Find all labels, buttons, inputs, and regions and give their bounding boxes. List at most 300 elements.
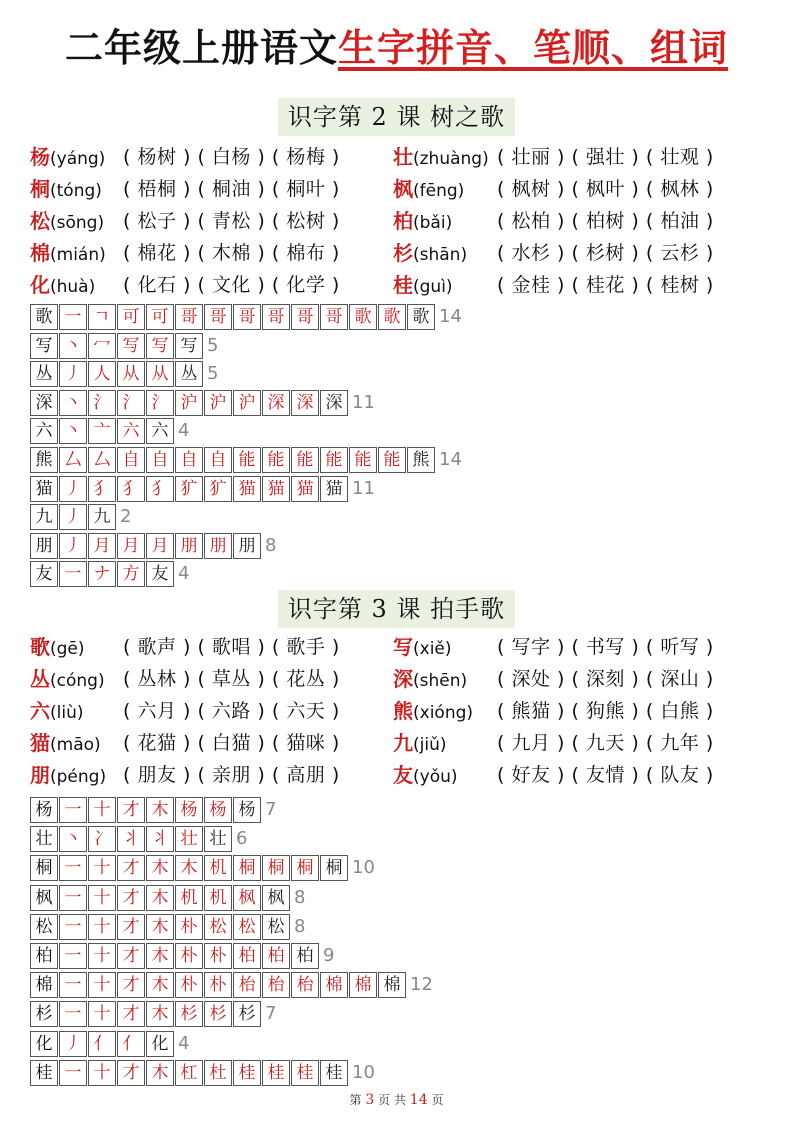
vocab-entry xyxy=(393,238,467,270)
stroke-step-glyph: 沪 xyxy=(238,392,256,413)
stroke-step-cell xyxy=(59,533,87,559)
pinyin: (tóng) xyxy=(50,181,102,201)
stroke-count: 2 xyxy=(120,506,132,528)
stroke-step-glyph: 壮 xyxy=(209,829,227,850)
stroke-step-glyph: 桂 xyxy=(325,1062,343,1083)
stroke-step-cell xyxy=(175,533,203,559)
stroke-step-cell xyxy=(146,1001,174,1027)
stroke-step-cell xyxy=(291,1060,319,1086)
stroke-step-glyph: 九 xyxy=(93,507,111,528)
stroke-step-glyph: 冫 xyxy=(93,829,111,850)
stroke-step-cell xyxy=(88,797,116,823)
stroke-step-glyph: 猫 xyxy=(267,478,285,499)
stroke-step-glyph: 哥 xyxy=(238,307,256,327)
stroke-step-cell xyxy=(117,885,145,911)
stroke-step-cell xyxy=(320,855,348,881)
pinyin: (mián) xyxy=(50,245,106,265)
stroke-step-cell xyxy=(320,972,348,998)
stroke-step-glyph: 才 xyxy=(122,916,140,937)
word-list: ( 壮丽 ) ( 强壮 ) ( 壮观 ) xyxy=(497,146,714,168)
word-list: ( 六月 ) ( 六路 ) ( 六天 ) xyxy=(123,700,340,722)
stroke-step-cell xyxy=(320,1060,348,1086)
stroke-step-cell xyxy=(88,418,116,444)
pinyin: (shēn) xyxy=(413,671,468,691)
vocab-entry xyxy=(30,728,101,760)
stroke-step-cell xyxy=(204,1060,232,1086)
stroke-step-cell xyxy=(233,972,261,998)
character: 枫 xyxy=(393,177,413,201)
word-list: ( 好友 ) ( 友情 ) ( 队友 ) xyxy=(497,764,714,786)
stroke-step-glyph: 自 xyxy=(122,450,140,470)
stroke-step-cell xyxy=(320,447,348,473)
stroke-step-cell xyxy=(146,914,174,940)
stroke-char-cell: 棉 xyxy=(30,972,58,998)
stroke-step-glyph: 猫 xyxy=(325,478,343,499)
stroke-step-cell xyxy=(204,533,232,559)
vocab-entry xyxy=(393,696,473,728)
stroke-step-cell xyxy=(117,361,145,387)
stroke-step-glyph: 才 xyxy=(122,1004,140,1025)
stroke-step-glyph: 写 xyxy=(180,335,198,356)
stroke-step-cell xyxy=(88,885,116,911)
stroke-step-glyph: 能 xyxy=(238,450,256,470)
stroke-step-cell xyxy=(146,390,174,416)
stroke-step-glyph: 才 xyxy=(122,1062,140,1083)
stroke-step-glyph: ㄱ xyxy=(93,307,111,327)
stroke-step-cell xyxy=(88,1001,116,1027)
stroke-step-glyph: 自 xyxy=(209,450,227,470)
stroke-step-cell xyxy=(117,304,145,330)
stroke-step-glyph: 一 xyxy=(64,564,82,585)
stroke-step-cell xyxy=(262,304,290,330)
stroke-char-cell: 桐 xyxy=(30,855,58,881)
stroke-step-glyph: 杉 xyxy=(209,1004,227,1025)
stroke-step-cell xyxy=(204,797,232,823)
stroke-step-glyph: 丿 xyxy=(64,478,82,499)
stroke-step-cell xyxy=(262,914,290,940)
stroke-step-cell xyxy=(262,943,290,969)
pinyin: (xióng) xyxy=(413,703,474,723)
character: 歌 xyxy=(30,635,50,659)
stroke-step-glyph: 机 xyxy=(180,887,198,908)
stroke-step-cell xyxy=(175,943,203,969)
stroke-step-cell xyxy=(175,797,203,823)
stroke-step-glyph: 桐 xyxy=(296,858,314,879)
stroke-step-cell xyxy=(407,447,435,473)
stroke-step-glyph: 桂 xyxy=(267,1062,285,1083)
stroke-step-cell xyxy=(320,304,348,330)
stroke-step-glyph: 机 xyxy=(209,858,227,879)
stroke-step-cell xyxy=(175,826,203,852)
character: 友 xyxy=(393,763,413,787)
stroke-step-glyph: 犭 xyxy=(151,478,169,499)
pinyin: (bǎi) xyxy=(413,213,453,233)
vocab-entry xyxy=(393,270,453,302)
stroke-step-cell xyxy=(117,1001,145,1027)
stroke-step-glyph: 化 xyxy=(151,1033,169,1054)
stroke-step-glyph: 杨 xyxy=(209,800,227,820)
stroke-step-cell xyxy=(233,304,261,330)
vocab-row xyxy=(30,142,770,172)
stroke-step-glyph: 才 xyxy=(122,946,140,966)
lesson-heading-text: 识字第 3 课 拍手歌 xyxy=(278,590,515,628)
pinyin: (gē) xyxy=(50,639,85,659)
stroke-step-glyph: 朋 xyxy=(238,535,256,556)
stroke-step-glyph: 木 xyxy=(151,916,169,937)
stroke-step-glyph: 朴 xyxy=(180,946,198,966)
stroke-count: 14 xyxy=(439,449,462,470)
stroke-step-cell xyxy=(175,476,203,502)
stroke-step-cell xyxy=(262,1060,290,1086)
word-list: ( 熊猫 ) ( 狗熊 ) ( 白熊 ) xyxy=(497,700,714,722)
stroke-step-glyph: 棉 xyxy=(354,975,372,996)
stroke-step-cell xyxy=(175,361,203,387)
stroke-step-glyph: 木 xyxy=(151,800,169,820)
stroke-step-cell xyxy=(146,1031,174,1057)
stroke-step-glyph: 松 xyxy=(267,916,285,937)
stroke-step-glyph: 枱 xyxy=(238,975,256,996)
stroke-step-glyph: 亻 xyxy=(93,1033,111,1054)
stroke-step-glyph: 犷 xyxy=(180,478,198,499)
stroke-step-glyph: 十 xyxy=(93,887,111,908)
stroke-count: 4 xyxy=(178,420,190,442)
stroke-step-glyph: 氵 xyxy=(122,392,140,413)
character: 猫 xyxy=(30,731,50,755)
stroke-step-glyph: 熊 xyxy=(412,450,430,470)
stroke-step-glyph: 壮 xyxy=(180,829,198,850)
stroke-step-cell xyxy=(88,1060,116,1086)
vocab-entry xyxy=(393,664,467,696)
stroke-step-glyph: 朴 xyxy=(209,975,227,996)
stroke-step-cell xyxy=(175,885,203,911)
stroke-step-cell xyxy=(146,797,174,823)
stroke-step-cell xyxy=(349,972,377,998)
pinyin: (shān) xyxy=(413,245,468,265)
stroke-step-cell xyxy=(204,447,232,473)
character: 化 xyxy=(30,273,50,297)
character: 杨 xyxy=(30,145,50,169)
stroke-step-cell xyxy=(146,561,174,587)
stroke-step-cell xyxy=(175,304,203,330)
stroke-step-cell xyxy=(204,826,232,852)
stroke-step-cell xyxy=(59,333,87,359)
stroke-count: 10 xyxy=(352,1061,375,1083)
stroke-step-cell xyxy=(88,447,116,473)
stroke-char-cell: 写 xyxy=(30,333,58,359)
stroke-step-cell xyxy=(320,390,348,416)
stroke-step-glyph: 一 xyxy=(64,916,82,937)
stroke-step-cell xyxy=(233,855,261,881)
stroke-char-cell: 枫 xyxy=(30,885,58,911)
stroke-step-cell xyxy=(146,304,174,330)
stroke-step-glyph: 木 xyxy=(151,975,169,996)
stroke-char-cell: 熊 xyxy=(30,447,58,473)
stroke-step-cell xyxy=(88,1031,116,1057)
stroke-step-cell xyxy=(262,447,290,473)
stroke-count: 8 xyxy=(265,534,277,556)
character: 丛 xyxy=(30,667,50,691)
stroke-step-cell xyxy=(175,447,203,473)
stroke-step-glyph: 一 xyxy=(64,946,82,966)
stroke-step-cell xyxy=(117,826,145,852)
stroke-step-cell xyxy=(378,972,406,998)
stroke-step-glyph: 月 xyxy=(151,535,169,556)
stroke-step-glyph: 可 xyxy=(122,307,140,327)
stroke-step-glyph: 氵 xyxy=(93,392,111,413)
stroke-step-cell xyxy=(204,972,232,998)
stroke-step-cell xyxy=(233,390,261,416)
vocab-entry xyxy=(393,174,464,206)
vocab-entry xyxy=(393,206,452,238)
stroke-step-glyph: 深 xyxy=(325,392,343,413)
stroke-step-cell xyxy=(59,885,87,911)
vocab-entry xyxy=(30,664,105,696)
word-list: ( 化石 ) ( 文化 ) ( 化学 ) xyxy=(123,274,340,296)
stroke-step-glyph: 人 xyxy=(93,364,111,385)
stroke-step-glyph: 机 xyxy=(209,887,227,908)
stroke-step-glyph: 月 xyxy=(122,535,140,556)
stroke-step-cell xyxy=(146,943,174,969)
stroke-step-cell xyxy=(146,447,174,473)
stroke-step-glyph: 亻 xyxy=(122,1033,140,1054)
stroke-step-glyph: 朋 xyxy=(209,535,227,556)
stroke-step-cell xyxy=(349,304,377,330)
word-list: ( 丛林 ) ( 草丛 ) ( 花丛 ) xyxy=(123,668,340,690)
stroke-step-glyph: 冖 xyxy=(93,335,111,356)
stroke-step-glyph: 杨 xyxy=(238,800,256,820)
character: 壮 xyxy=(393,145,413,169)
stroke-step-cell xyxy=(59,504,87,530)
stroke-step-cell xyxy=(262,390,290,416)
stroke-step-glyph: 丿 xyxy=(64,507,82,528)
stroke-step-cell xyxy=(291,972,319,998)
stroke-step-cell xyxy=(88,504,116,530)
vocab-row xyxy=(30,760,770,790)
stroke-char-cell: 杨 xyxy=(30,797,58,823)
stroke-step-glyph: 朴 xyxy=(180,975,198,996)
stroke-step-cell xyxy=(59,476,87,502)
stroke-step-glyph: 深 xyxy=(267,392,285,413)
footer-page-number: 3 xyxy=(365,1092,375,1108)
stroke-step-glyph: 枱 xyxy=(267,975,285,996)
stroke-step-cell xyxy=(117,447,145,473)
stroke-step-glyph: 桂 xyxy=(238,1062,256,1083)
stroke-step-glyph: 一 xyxy=(64,1062,82,1083)
stroke-step-glyph: 杨 xyxy=(180,800,198,820)
vocab-entry xyxy=(30,142,105,174)
stroke-step-cell xyxy=(146,476,174,502)
stroke-step-cell xyxy=(146,855,174,881)
word-list: ( 棉花 ) ( 木棉 ) ( 棉布 ) xyxy=(123,242,340,264)
stroke-step-cell xyxy=(59,390,87,416)
stroke-step-cell xyxy=(262,972,290,998)
stroke-step-cell xyxy=(204,304,232,330)
stroke-step-glyph: 朋 xyxy=(180,535,198,556)
stroke-step-glyph: 十 xyxy=(93,800,111,820)
stroke-step-cell xyxy=(146,361,174,387)
stroke-step-cell xyxy=(59,972,87,998)
stroke-step-glyph: 犭 xyxy=(122,478,140,499)
stroke-count: 8 xyxy=(294,886,306,908)
stroke-step-cell xyxy=(291,447,319,473)
stroke-char-cell: 桂 xyxy=(30,1060,58,1086)
stroke-step-cell xyxy=(291,304,319,330)
stroke-step-glyph: 木 xyxy=(151,946,169,966)
stroke-step-glyph: 杉 xyxy=(180,1004,198,1025)
stroke-step-cell xyxy=(88,855,116,881)
stroke-step-glyph: 厶 xyxy=(93,450,111,470)
stroke-step-glyph: 自 xyxy=(151,450,169,470)
stroke-step-glyph: 能 xyxy=(296,450,314,470)
stroke-step-cell xyxy=(233,447,261,473)
stroke-step-glyph: ナ xyxy=(93,564,111,585)
stroke-step-cell xyxy=(59,1060,87,1086)
stroke-step-glyph: 丿 xyxy=(64,1033,82,1054)
stroke-count: 4 xyxy=(178,563,190,585)
stroke-step-glyph: 丿 xyxy=(64,535,82,556)
stroke-step-cell xyxy=(146,972,174,998)
pinyin: (yáng) xyxy=(50,149,106,169)
stroke-step-glyph: 犭 xyxy=(93,478,111,499)
stroke-step-cell xyxy=(88,390,116,416)
title-topic-text: 生字拼音、笔顺、组词 xyxy=(338,26,729,70)
stroke-step-glyph: 木 xyxy=(151,1062,169,1083)
stroke-step-glyph: 一 xyxy=(64,858,82,879)
stroke-step-glyph: 一 xyxy=(64,1004,82,1025)
stroke-step-cell xyxy=(117,1060,145,1086)
stroke-step-glyph: 沪 xyxy=(209,392,227,413)
stroke-count: 7 xyxy=(265,799,277,820)
stroke-step-cell xyxy=(59,797,87,823)
stroke-count: 5 xyxy=(207,334,219,356)
stroke-step-cell xyxy=(117,855,145,881)
stroke-count: 6 xyxy=(236,828,248,850)
stroke-step-glyph: 一 xyxy=(64,307,82,327)
vocab-entry xyxy=(393,760,458,792)
stroke-step-cell xyxy=(233,533,261,559)
vocab-entry xyxy=(30,760,106,792)
stroke-step-cell xyxy=(204,943,232,969)
stroke-step-cell xyxy=(233,1001,261,1027)
stroke-step-cell xyxy=(175,972,203,998)
word-list: ( 写字 ) ( 书写 ) ( 听写 ) xyxy=(497,636,714,658)
stroke-step-glyph: 写 xyxy=(151,335,169,356)
word-list: ( 歌声 ) ( 歌唱 ) ( 歌手 ) xyxy=(123,636,340,658)
stroke-step-glyph: 十 xyxy=(93,916,111,937)
stroke-step-cell xyxy=(175,390,203,416)
word-list: ( 枫树 ) ( 枫叶 ) ( 枫林 ) xyxy=(497,178,714,200)
stroke-step-cell xyxy=(117,561,145,587)
stroke-step-glyph: 亠 xyxy=(93,421,111,442)
stroke-step-cell xyxy=(117,943,145,969)
character: 松 xyxy=(30,209,50,233)
stroke-step-cell xyxy=(88,943,116,969)
pinyin: (guì) xyxy=(413,277,453,297)
page-footer xyxy=(0,1091,793,1108)
character: 桐 xyxy=(30,177,50,201)
stroke-step-cell xyxy=(262,885,290,911)
stroke-step-cell xyxy=(204,855,232,881)
stroke-step-cell xyxy=(59,1001,87,1027)
word-list: ( 杨树 ) ( 白杨 ) ( 杨梅 ) xyxy=(123,146,340,168)
character: 九 xyxy=(393,731,413,755)
stroke-step-cell xyxy=(59,914,87,940)
stroke-step-cell xyxy=(59,826,87,852)
stroke-step-glyph: 从 xyxy=(151,364,169,385)
stroke-step-cell xyxy=(88,972,116,998)
stroke-step-cell xyxy=(175,1001,203,1027)
stroke-step-glyph: 十 xyxy=(93,1062,111,1083)
character: 深 xyxy=(393,667,413,691)
stroke-step-glyph: 歌 xyxy=(383,307,401,327)
stroke-step-cell xyxy=(88,561,116,587)
stroke-step-glyph: 十 xyxy=(93,1004,111,1025)
stroke-step-cell xyxy=(117,418,145,444)
stroke-step-cell xyxy=(146,533,174,559)
pinyin: (xiě) xyxy=(413,639,452,659)
stroke-step-glyph: 沪 xyxy=(180,392,198,413)
stroke-step-glyph: 能 xyxy=(325,450,343,470)
stroke-step-glyph: 能 xyxy=(354,450,372,470)
stroke-step-glyph: 棉 xyxy=(383,975,401,996)
stroke-step-cell xyxy=(59,561,87,587)
stroke-step-cell xyxy=(204,885,232,911)
stroke-step-glyph: 丛 xyxy=(180,364,198,385)
stroke-step-cell xyxy=(262,476,290,502)
stroke-step-glyph: 松 xyxy=(238,916,256,937)
stroke-step-glyph: 歌 xyxy=(412,307,430,327)
stroke-count: 7 xyxy=(265,1003,277,1025)
stroke-step-glyph: 一 xyxy=(64,975,82,996)
stroke-step-cell xyxy=(204,914,232,940)
stroke-step-glyph: 柏 xyxy=(267,946,285,966)
stroke-step-glyph: 六 xyxy=(151,421,169,442)
stroke-char-cell: 杉 xyxy=(30,1001,58,1027)
stroke-step-cell xyxy=(146,826,174,852)
stroke-step-cell xyxy=(88,476,116,502)
stroke-step-glyph: 桐 xyxy=(325,858,343,879)
stroke-step-glyph: 杠 xyxy=(180,1062,198,1083)
footer-middle: 页 共 xyxy=(378,1093,406,1107)
word-list: ( 深处 ) ( 深刻 ) ( 深山 ) xyxy=(497,668,714,690)
stroke-step-cell xyxy=(88,826,116,852)
vocab-entry xyxy=(393,142,489,174)
word-list: ( 梧桐 ) ( 桐油 ) ( 桐叶 ) xyxy=(123,178,340,200)
stroke-step-glyph: 自 xyxy=(180,450,198,470)
stroke-step-glyph: 杉 xyxy=(238,1004,256,1025)
stroke-step-glyph: 枱 xyxy=(296,975,314,996)
vocab-entry xyxy=(30,696,84,728)
vocab-row xyxy=(30,174,770,204)
stroke-step-glyph: 厶 xyxy=(64,450,82,470)
stroke-step-cell xyxy=(59,447,87,473)
stroke-step-glyph: 哥 xyxy=(180,307,198,327)
stroke-step-cell xyxy=(117,533,145,559)
stroke-step-glyph: 才 xyxy=(122,858,140,879)
stroke-step-cell xyxy=(59,855,87,881)
stroke-step-glyph: 十 xyxy=(93,858,111,879)
stroke-count: 9 xyxy=(323,945,335,966)
vocab-row xyxy=(30,632,770,662)
character: 六 xyxy=(30,699,50,723)
stroke-count: 4 xyxy=(178,1032,190,1054)
stroke-step-glyph: 丶 xyxy=(64,392,82,413)
stroke-step-glyph: 才 xyxy=(122,975,140,996)
page-title xyxy=(0,18,793,80)
stroke-step-cell xyxy=(291,390,319,416)
character: 桂 xyxy=(393,273,413,297)
stroke-step-cell xyxy=(262,855,290,881)
